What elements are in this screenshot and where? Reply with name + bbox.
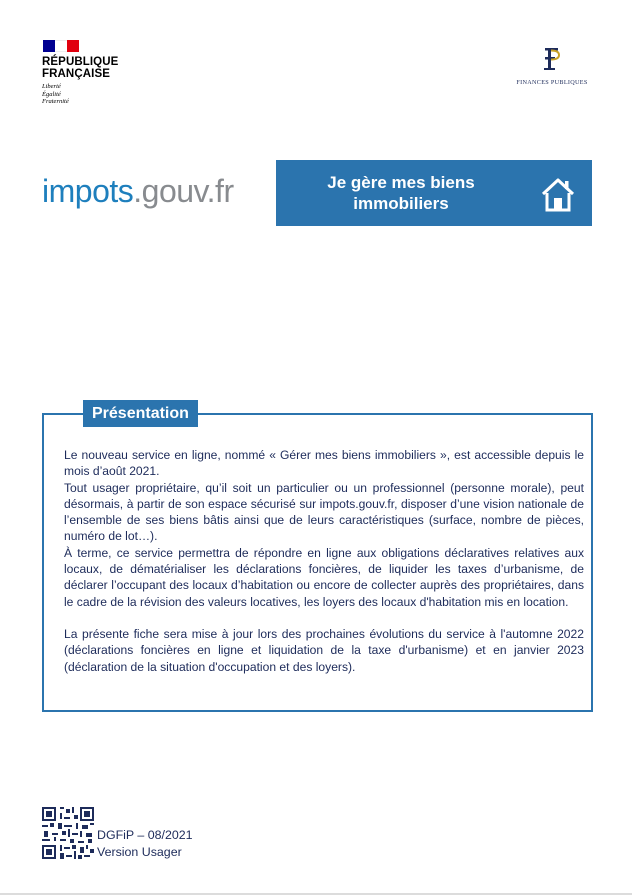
- rf-motto: [42, 83, 138, 106]
- footer-reference: DGFiP – 08/2021: [97, 828, 193, 842]
- motto-egalite: Égalité: [42, 90, 61, 98]
- motto-liberte: Liberté: [42, 83, 61, 90]
- footer-version: Version Usager: [97, 844, 182, 859]
- banner-title: [276, 172, 526, 214]
- finances-publiques-emblem-icon: [539, 46, 565, 72]
- banner-title-line2: immobiliers: [353, 194, 449, 213]
- presentation-paragraph-3: À terme, ce service permettra de répondre en ligne aux obligations déclaratives relatives aux locaux, de dématérialiser les déclarations foncières, de liquider les taxes d’urbanisme, de déclarer l’occupant des locaux d’habitation ou encore de collecter auprès des propriétaires, dans le cadre de la révision des valeurs locatives, les loyers des locaux d'habitation mis en location.: [64, 545, 584, 609]
- presentation-block-1: [64, 447, 584, 545]
- presentation-body: [64, 447, 584, 675]
- finances-publiques-logo: [511, 41, 593, 91]
- footer-info: [97, 827, 193, 860]
- presentation-paragraph-2: Tout usager propriétaire, qu’il soit un particulier ou un professionnel (personne morale), peut désormais, à partir de son espace sécurisé sur impots.gouv.fr, disposer d’une vision nationale de l’ensemble de ses biens bâtis ainsi que de leurs caractéristiques (surface, nombre de pièces, numéro de lot…).: [64, 480, 584, 544]
- banner-title-line1: Je gère mes biens: [327, 173, 475, 192]
- impots-gouv-logo: [42, 171, 234, 211]
- gouv-fr-wordmark: .gouv.fr: [133, 173, 234, 209]
- presentation-section: [42, 405, 593, 712]
- motto-fraternite: Fraternité: [42, 98, 69, 105]
- presentation-paragraph-1: Le nouveau service en ligne, nommé « Gérer mes biens immobiliers », est accessible depuis le mois d’août 2021.: [64, 448, 584, 479]
- presentation-paragraph-4: La présente fiche sera mise à jour lors des prochaines évolutions du service à l'automne 2022 (déclarations foncières en ligne et liquidation de la taxe d'urbanisme) et en janvier 2023 (déclaration de la situation d'occupation et des loyers).: [64, 626, 584, 674]
- service-banner: [276, 160, 592, 226]
- house-icon: [541, 177, 575, 213]
- presentation-heading: Présentation: [83, 400, 198, 427]
- rf-name-line2: FRANÇAISE: [42, 68, 110, 80]
- rf-name-line1: RÉPUBLIQUE: [42, 56, 119, 68]
- impots-wordmark: impots: [42, 173, 134, 209]
- republique-francaise-logo: [42, 40, 138, 106]
- finances-publiques-label: FINANCES PUBLIQUES: [516, 79, 588, 86]
- qr-code-icon: [42, 807, 94, 859]
- french-flag-icon: [43, 40, 79, 52]
